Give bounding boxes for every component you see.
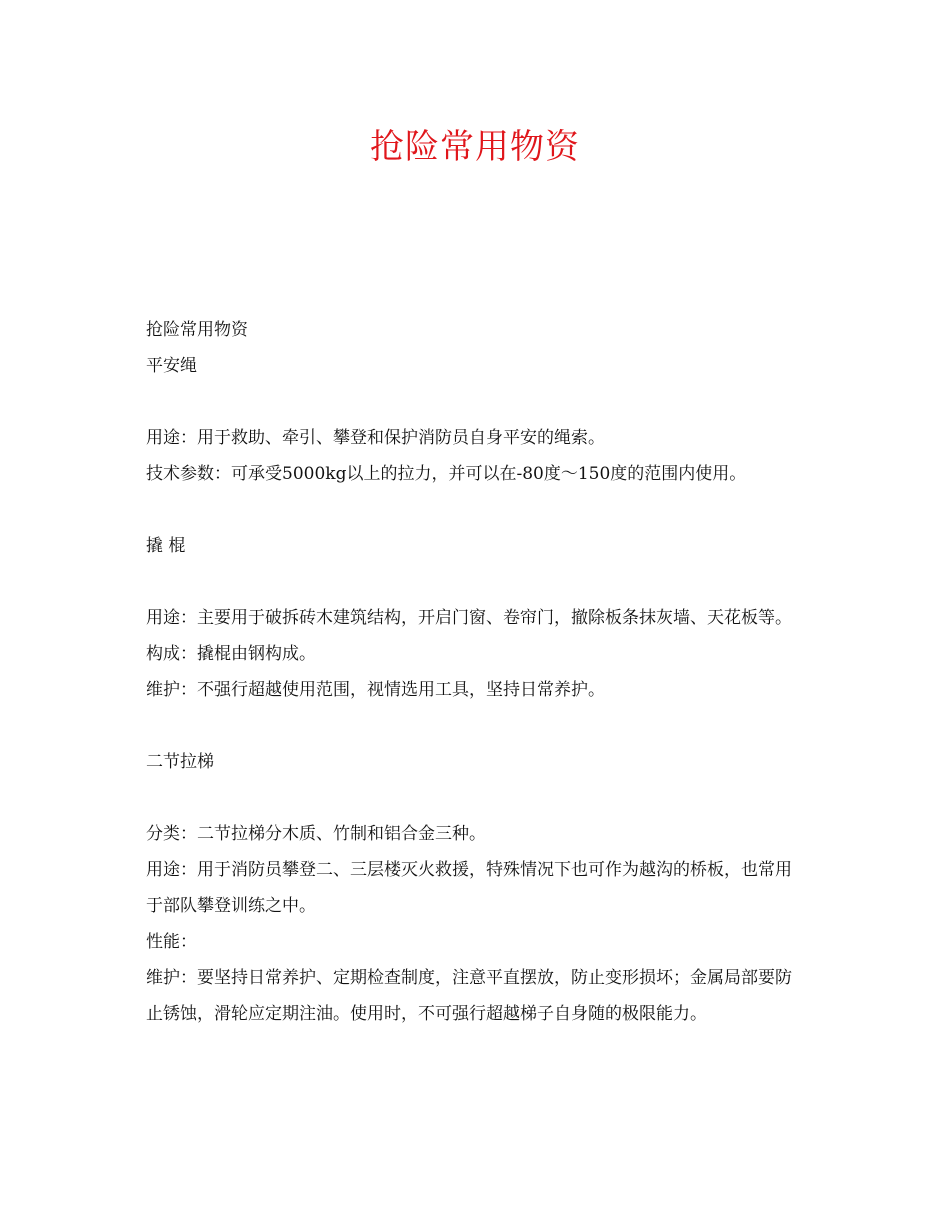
- crowbar-maintenance: 维护：不强行超越使用范围，视情选用工具，坚持日常养护。: [146, 680, 605, 700]
- body-heading: 抢险常用物资: [146, 320, 248, 340]
- rope-usage: 用途：用于救助、牵引、攀登和保护消防员自身平安的绳索。: [146, 428, 605, 448]
- spacer: [146, 384, 806, 420]
- spacer: [146, 564, 806, 600]
- document-body: [146, 312, 806, 1032]
- section-title-crowbar: 撬 棍: [146, 536, 186, 556]
- spacer: [146, 780, 806, 816]
- ladder-usage: 用途：用于消防员攀登二、三层楼灭火救援，特殊情况下也可作为越沟的桥板，也常用于部队攀登训练之中。: [146, 860, 792, 916]
- crowbar-composition: 构成：撬棍由钢构成。: [146, 644, 316, 664]
- document-title: 抢险常用物资: [370, 127, 580, 167]
- spacer: [146, 492, 806, 528]
- spacer: [146, 708, 806, 744]
- section-title-rope: 平安绳: [146, 356, 197, 376]
- rope-specs: 技术参数：可承受5000kg以上的拉力，并可以在-80度～150度的范围内使用。: [146, 464, 747, 484]
- crowbar-usage: 用途：主要用于破拆砖木建筑结构，开启门窗、卷帘门，撤除板条抹灰墙、天花板等。: [146, 608, 792, 628]
- section-title-ladder: 二节拉梯: [146, 752, 214, 772]
- ladder-category: 分类：二节拉梯分木质、竹制和铝合金三种。: [146, 824, 486, 844]
- ladder-performance: 性能：: [146, 932, 197, 952]
- ladder-maintenance: 维护：要坚持日常养护、定期检查制度，注意平直摆放，防止变形损坏；金属局部要防止锈蚀，滑轮应定期注油。使用时，不可强行超越梯子自身随的极限能力。: [146, 968, 792, 1024]
